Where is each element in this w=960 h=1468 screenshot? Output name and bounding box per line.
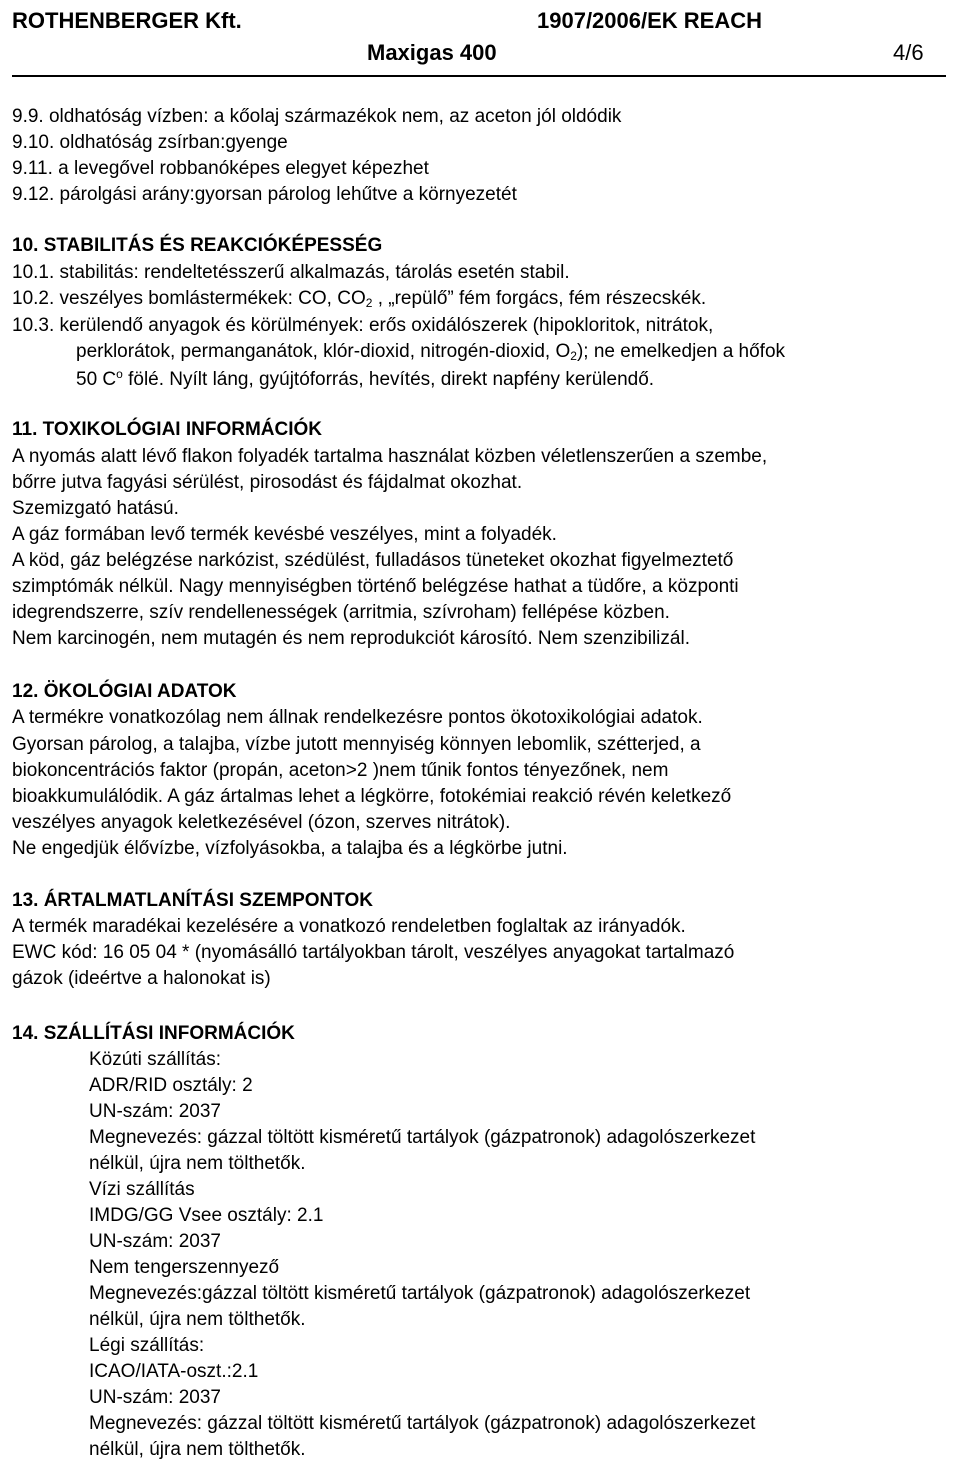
transport-line: Megnevezés: gázzal töltött kisméretű tartályok (gázpatronok) adagolószerkezet [89,1413,756,1434]
transport-line: ICAO/IATA-oszt.:2.1 [89,1361,259,1382]
section-12-title: 12. ÖKOLÓGIAI ADATOK [12,681,237,702]
item-9-9: 9.9. oldhatóság vízben: a kőolaj származékok nem, az aceton jól oldódik [12,106,622,127]
paragraph-line: Szemizgató hatású. [12,498,179,519]
item-10-3: 10.3. kerülendő anyagok és körülmények: erős oxidálószerek (hipokloritok, nitrátok, [12,315,714,336]
transport-line: nélkül, újra nem tölthetők. [89,1309,306,1330]
item-9-11: 9.11. a levegővel robbanóképes elegyet képezhet [12,158,429,179]
transport-line: Közúti szállítás: [89,1049,221,1070]
section-11-title: 11. TOXIKOLÓGIAI INFORMÁCIÓK [12,419,323,440]
paragraph-line: gázok (ideértve a halonokat is) [12,968,271,989]
section-14-title: 14. SZÁLLÍTÁSI INFORMÁCIÓK [12,1023,295,1044]
header-divider [12,75,946,77]
transport-line: UN-szám: 2037 [89,1101,221,1122]
paragraph-line: Gyorsan párolog, a talajba, vízbe jutott mennyiség könnyen lebomlik, szétterjed, a [12,734,701,755]
transport-line: UN-szám: 2037 [89,1387,221,1408]
paragraph-line: A termékre vonatkozólag nem állnak rendelkezésre pontos ökotoxikológiai adatok. [12,707,703,728]
paragraph-line: Ne engedjük élővízbe, vízfolyásokba, a talajba és a légkörbe jutni. [12,838,568,859]
transport-line: ADR/RID osztály: 2 [89,1075,253,1096]
paragraph-line: EWC kód: 16 05 04 * (nyomásálló tartályokban tárolt, veszélyes anyagokat tartalmazó [12,942,735,963]
item-10-1: 10.1. stabilitás: rendeltetésszerű alkalmazás, tárolás esetén stabil. [12,262,570,283]
regulation-label: 1907/2006/EK REACH [537,8,763,33]
transport-line: Megnevezés: gázzal töltött kisméretű tartályok (gázpatronok) adagolószerkezet [89,1127,756,1148]
transport-line: nélkül, újra nem tölthetők. [89,1439,306,1460]
transport-line: Nem tengerszennyező [89,1257,280,1278]
item-10-3-cont: perklorátok, permanganátok, klór-dioxid, nitrogén-dioxid, $O_2$); ne emelkedjen a hőfok [76,341,786,363]
section-10-title: 10. STABILITÁS ÉS REAKCIÓKÉPESSÉG [12,235,383,256]
page-number: 4/6 [893,40,924,65]
paragraph-line: Nem karcinogén, nem mutagén és nem reprodukciót károsító. Nem szenzibilizál. [12,628,690,649]
paragraph-line: A köd, gáz belégzése narkózist, szédülést, fulladásos tüneteket okozhat figyelmeztető [12,550,734,571]
paragraph-line: bőrre jutva fagyási sérülést, pirosodást és fájdalmat okozhat. [12,472,523,493]
paragraph-line: A termék maradékai kezelésére a vonatkozó rendeletben foglaltak az irányadók. [12,916,686,937]
paragraph-line: A nyomás alatt lévő flakon folyadék tartalma használat közben véletlenszerűen a szembe, [12,446,768,467]
item-10-2: 10.2. veszélyes bomlástermékek: CO, $CO_2$ , „repülő” fém forgács, fém részecskék. [12,288,707,310]
item-9-10: 9.10. oldhatóság zsírban:gyenge [12,132,288,153]
transport-line: IMDG/GG Vsee osztály: 2.1 [89,1205,324,1226]
item-9-12: 9.12. párolgási arány:gyorsan párolog lehűtve a környezetét [12,184,517,205]
company-name: ROTHENBERGER Kft. [12,8,242,33]
transport-line: Vízi szállítás [89,1179,195,1200]
section-13-title: 13. ÁRTALMATLANÍTÁSI SZEMPONTOK [12,890,373,911]
paragraph-line: biokoncentrációs faktor (propán, aceton>2 )nem tűnik fontos tényezőnek, nem [12,760,669,781]
transport-line: Megnevezés:gázzal töltött kisméretű tartályok (gázpatronok) adagolószerkezet [89,1283,751,1304]
transport-line: Légi szállítás: [89,1335,205,1356]
transport-line: nélkül, újra nem tölthetők. [89,1153,306,1174]
paragraph-line: idegrendszerre, szív rendellenességek (arritmia, szívroham) fellépése közben. [12,602,670,623]
transport-line: UN-szám: 2037 [89,1231,221,1252]
paragraph-line: szimptómák nélkül. Nagy mennyiségben történő belégzése hathat a tüdőre, a központi [12,576,739,597]
paragraph-line: veszélyes anyagok keletkezésével (ózon, szerves nitrátok). [12,812,511,833]
paragraph-line: bioakkumulálódik. A gáz ártalmas lehet a légkörre, fotokémiai reakció révén keletkező [12,786,732,807]
paragraph-line: A gáz formában levő termék kevésbé veszélyes, mint a folyadék. [12,524,557,545]
product-name: Maxigas 400 [367,40,497,65]
item-10-3-end: 50 $C^o$ fölé. Nyílt láng, gyújtóforrás, hevítés, direkt napfény kerülendő. [76,367,655,390]
